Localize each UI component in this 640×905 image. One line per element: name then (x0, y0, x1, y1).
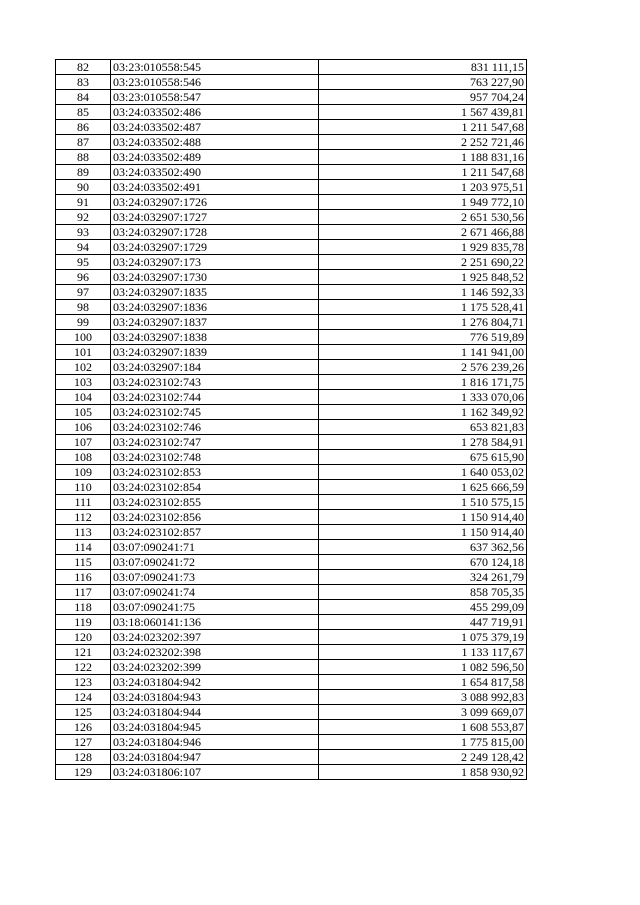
cadastral-number-cell: 03:24:023102:854 (111, 480, 319, 495)
cadastral-number-cell: 03:24:033502:489 (111, 150, 319, 165)
cadastral-number-cell: 03:24:032907:1730 (111, 270, 319, 285)
row-number-cell: 121 (56, 645, 111, 660)
cadastral-value-cell: 1 150 914,40 (319, 525, 527, 540)
cadastral-number-cell: 03:24:023102:747 (111, 435, 319, 450)
row-number-cell: 113 (56, 525, 111, 540)
row-number-cell: 122 (56, 660, 111, 675)
cadastral-value-cell: 637 362,56 (319, 540, 527, 555)
row-number-cell: 104 (56, 390, 111, 405)
cadastral-number-cell: 03:23:010558:546 (111, 75, 319, 90)
cadastral-number-cell: 03:07:090241:72 (111, 555, 319, 570)
cadastral-value-cell: 3 099 669,07 (319, 705, 527, 720)
row-number-cell: 89 (56, 165, 111, 180)
cadastral-number-cell: 03:24:032907:1728 (111, 225, 319, 240)
cadastral-value-cell: 1 929 835,78 (319, 240, 527, 255)
row-number-cell: 109 (56, 465, 111, 480)
cadastral-value-cell: 2 251 690,22 (319, 255, 527, 270)
cadastral-value-cell: 447 719,91 (319, 615, 527, 630)
cadastral-value-cell: 2 576 239,26 (319, 360, 527, 375)
cadastral-value-cell: 1 146 592,33 (319, 285, 527, 300)
cadastral-number-cell: 03:24:032907:1727 (111, 210, 319, 225)
row-number-cell: 127 (56, 735, 111, 750)
cadastral-value-cell: 1 858 930,92 (319, 765, 527, 780)
cadastral-value-cell: 675 615,90 (319, 450, 527, 465)
cadastral-value-cell: 1 608 553,87 (319, 720, 527, 735)
cadastral-value-cell: 1 640 053,02 (319, 465, 527, 480)
row-number-cell: 86 (56, 120, 111, 135)
row-number-cell: 92 (56, 210, 111, 225)
row-number-cell: 111 (56, 495, 111, 510)
row-number-cell: 128 (56, 750, 111, 765)
cadastral-value-cell: 2 249 128,42 (319, 750, 527, 765)
table-row (56, 465, 527, 480)
table-row (56, 405, 527, 420)
row-number-cell: 83 (56, 75, 111, 90)
cadastral-number-cell: 03:07:090241:75 (111, 600, 319, 615)
row-number-cell: 112 (56, 510, 111, 525)
cadastral-number-cell: 03:24:023102:744 (111, 390, 319, 405)
table-row (56, 195, 527, 210)
cadastral-value-cell: 1 188 831,16 (319, 150, 527, 165)
row-number-cell: 129 (56, 765, 111, 780)
cadastral-number-cell: 03:24:032907:1729 (111, 240, 319, 255)
table-row (56, 60, 527, 75)
table-row (56, 105, 527, 120)
cadastral-value-cell: 653 821,83 (319, 420, 527, 435)
table-row (56, 240, 527, 255)
table-row (56, 390, 527, 405)
table-row (56, 675, 527, 690)
table-row (56, 510, 527, 525)
cadastral-number-cell: 03:24:031806:107 (111, 765, 319, 780)
table-row (56, 525, 527, 540)
cadastral-number-cell: 03:24:032907:1835 (111, 285, 319, 300)
cadastral-value-cell: 324 261,79 (319, 570, 527, 585)
cadastral-value-cell: 1 654 817,58 (319, 675, 527, 690)
cadastral-number-cell: 03:24:023102:856 (111, 510, 319, 525)
row-number-cell: 85 (56, 105, 111, 120)
cadastral-value-cell: 957 704,24 (319, 90, 527, 105)
row-number-cell: 108 (56, 450, 111, 465)
row-number-cell: 103 (56, 375, 111, 390)
table-row (56, 765, 527, 780)
table-row (56, 495, 527, 510)
cadastral-number-cell: 03:24:033502:486 (111, 105, 319, 120)
table-row (56, 180, 527, 195)
cadastral-number-cell: 03:24:023202:398 (111, 645, 319, 660)
cadastral-value-cell: 1 816 171,75 (319, 375, 527, 390)
row-number-cell: 96 (56, 270, 111, 285)
cadastral-value-cell: 1 625 666,59 (319, 480, 527, 495)
cadastral-value-cell: 1 333 070,06 (319, 390, 527, 405)
cadastral-number-cell: 03:24:023102:743 (111, 375, 319, 390)
table-row (56, 135, 527, 150)
row-number-cell: 116 (56, 570, 111, 585)
table-row (56, 255, 527, 270)
cadastral-number-cell: 03:24:023102:746 (111, 420, 319, 435)
table-row (56, 210, 527, 225)
table-row (56, 315, 527, 330)
cadastral-value-cell: 1 211 547,68 (319, 120, 527, 135)
row-number-cell: 95 (56, 255, 111, 270)
table-row (56, 285, 527, 300)
cadastral-value-cell: 1 925 848,52 (319, 270, 527, 285)
table-row (56, 90, 527, 105)
cadastral-number-cell: 03:24:023102:855 (111, 495, 319, 510)
table-row (56, 300, 527, 315)
row-number-cell: 101 (56, 345, 111, 360)
cadastral-value-cell: 831 111,15 (319, 60, 527, 75)
table-row (56, 705, 527, 720)
table-row (56, 360, 527, 375)
row-number-cell: 115 (56, 555, 111, 570)
row-number-cell: 102 (56, 360, 111, 375)
row-number-cell: 117 (56, 585, 111, 600)
cadastral-number-cell: 03:24:032907:1838 (111, 330, 319, 345)
table-row (56, 375, 527, 390)
cadastral-value-cell: 858 705,35 (319, 585, 527, 600)
cadastral-number-cell: 03:24:032907:1726 (111, 195, 319, 210)
cadastral-number-cell: 03:24:032907:184 (111, 360, 319, 375)
row-number-cell: 94 (56, 240, 111, 255)
table-row (56, 540, 527, 555)
cadastral-number-cell: 03:24:033502:487 (111, 120, 319, 135)
cadastral-number-cell: 03:18:060141:136 (111, 615, 319, 630)
cadastral-value-cell: 1 276 804,71 (319, 315, 527, 330)
cadastral-value-cell: 1 775 815,00 (319, 735, 527, 750)
table-row (56, 120, 527, 135)
cadastral-number-cell: 03:24:033502:488 (111, 135, 319, 150)
row-number-cell: 110 (56, 480, 111, 495)
cadastral-number-cell: 03:24:023202:399 (111, 660, 319, 675)
cadastral-value-cell: 1 175 528,41 (319, 300, 527, 315)
row-number-cell: 114 (56, 540, 111, 555)
row-number-cell: 99 (56, 315, 111, 330)
row-number-cell: 88 (56, 150, 111, 165)
cadastral-number-cell: 03:23:010558:545 (111, 60, 319, 75)
cadastral-value-cell: 1 203 975,51 (319, 180, 527, 195)
cadastral-number-cell: 03:24:023202:397 (111, 630, 319, 645)
row-number-cell: 124 (56, 690, 111, 705)
cadastral-number-cell: 03:24:032907:1839 (111, 345, 319, 360)
cadastral-number-cell: 03:24:032907:173 (111, 255, 319, 270)
table-row (56, 270, 527, 285)
cadastral-value-cell: 1 567 439,81 (319, 105, 527, 120)
row-number-cell: 120 (56, 630, 111, 645)
table-row (56, 615, 527, 630)
row-number-cell: 97 (56, 285, 111, 300)
row-number-cell: 84 (56, 90, 111, 105)
cadastral-value-cell: 455 299,09 (319, 600, 527, 615)
cadastral-number-cell: 03:24:023102:745 (111, 405, 319, 420)
cadastral-value-cell: 2 671 466,88 (319, 225, 527, 240)
cadastral-value-cell: 763 227,90 (319, 75, 527, 90)
table-row (56, 345, 527, 360)
cadastral-number-cell: 03:24:031804:944 (111, 705, 319, 720)
table-row (56, 420, 527, 435)
cadastral-value-cell: 2 252 721,46 (319, 135, 527, 150)
cadastral-value-cell: 1 133 117,67 (319, 645, 527, 660)
cadastral-value-cell: 776 519,89 (319, 330, 527, 345)
cadastral-number-cell: 03:24:023102:748 (111, 450, 319, 465)
table-row (56, 75, 527, 90)
table-row (56, 735, 527, 750)
cadastral-value-cell: 1 949 772,10 (319, 195, 527, 210)
table-row (56, 165, 527, 180)
cadastral-value-cell: 1 141 941,00 (319, 345, 527, 360)
cadastral-number-cell: 03:24:032907:1837 (111, 315, 319, 330)
row-number-cell: 123 (56, 675, 111, 690)
cadastral-number-cell: 03:24:031804:946 (111, 735, 319, 750)
table-row (56, 630, 527, 645)
cadastral-number-cell: 03:24:031804:947 (111, 750, 319, 765)
table-row (56, 585, 527, 600)
cadastral-value-cell: 1 510 575,15 (319, 495, 527, 510)
cadastral-value-cell: 1 082 596,50 (319, 660, 527, 675)
row-number-cell: 90 (56, 180, 111, 195)
row-number-cell: 87 (56, 135, 111, 150)
table-row (56, 570, 527, 585)
cadastral-number-cell: 03:24:033502:490 (111, 165, 319, 180)
table-row (56, 660, 527, 675)
cadastral-value-cell: 1 162 349,92 (319, 405, 527, 420)
table-row (56, 555, 527, 570)
table-row (56, 150, 527, 165)
cadastral-number-cell: 03:24:031804:945 (111, 720, 319, 735)
cadastral-number-cell: 03:07:090241:73 (111, 570, 319, 585)
row-number-cell: 100 (56, 330, 111, 345)
table-row (56, 225, 527, 240)
cadastral-value-cell: 1 075 379,19 (319, 630, 527, 645)
cadastral-number-cell: 03:24:031804:943 (111, 690, 319, 705)
cadastral-number-cell: 03:07:090241:74 (111, 585, 319, 600)
table-row (56, 645, 527, 660)
cadastral-number-cell: 03:24:023102:857 (111, 525, 319, 540)
row-number-cell: 126 (56, 720, 111, 735)
row-number-cell: 91 (56, 195, 111, 210)
cadastral-number-cell: 03:24:033502:491 (111, 180, 319, 195)
cadastral-value-table (55, 59, 527, 780)
row-number-cell: 118 (56, 600, 111, 615)
table-row (56, 750, 527, 765)
table-row (56, 690, 527, 705)
row-number-cell: 105 (56, 405, 111, 420)
cadastral-number-cell: 03:23:010558:547 (111, 90, 319, 105)
row-number-cell: 106 (56, 420, 111, 435)
cadastral-number-cell: 03:24:032907:1836 (111, 300, 319, 315)
cadastral-value-cell: 1 211 547,68 (319, 165, 527, 180)
cadastral-value-cell: 670 124,18 (319, 555, 527, 570)
row-number-cell: 98 (56, 300, 111, 315)
row-number-cell: 107 (56, 435, 111, 450)
table-row (56, 330, 527, 345)
cadastral-number-cell: 03:07:090241:71 (111, 540, 319, 555)
row-number-cell: 119 (56, 615, 111, 630)
row-number-cell: 93 (56, 225, 111, 240)
table-row (56, 435, 527, 450)
cadastral-value-cell: 1 278 584,91 (319, 435, 527, 450)
row-number-cell: 82 (56, 60, 111, 75)
row-number-cell: 125 (56, 705, 111, 720)
cadastral-number-cell: 03:24:023102:853 (111, 465, 319, 480)
cadastral-value-cell: 2 651 530,56 (319, 210, 527, 225)
table-row (56, 600, 527, 615)
table-row (56, 480, 527, 495)
table-row (56, 720, 527, 735)
cadastral-number-cell: 03:24:031804:942 (111, 675, 319, 690)
cadastral-value-cell: 1 150 914,40 (319, 510, 527, 525)
table-body (56, 60, 527, 780)
table-row (56, 450, 527, 465)
cadastral-value-cell: 3 088 992,83 (319, 690, 527, 705)
